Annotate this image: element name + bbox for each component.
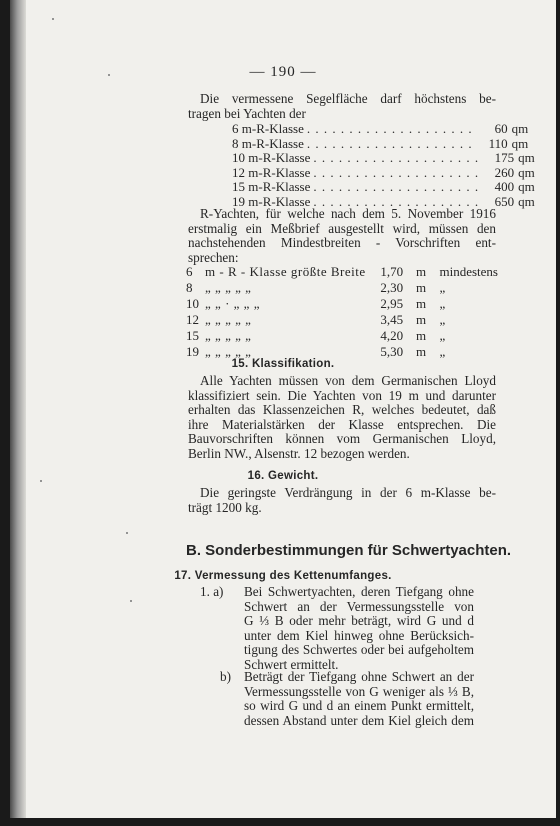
- text-line: G ⅓ B oder mehr beträgt, wird G und d: [244, 613, 474, 628]
- text-line: tragen bei Yachten der: [188, 105, 306, 121]
- sail-area-value: 110: [488, 135, 508, 151]
- sail-area-row: [232, 135, 529, 152]
- table-cell: „: [439, 280, 446, 295]
- class-name: 19 m-R-Klasse: [232, 193, 311, 209]
- text-line: nachstehenden Mindestbreiten - Vorschriften ent-: [188, 235, 496, 250]
- table-cell: „ „ · „ „ „: [205, 296, 260, 311]
- text-line: Vermessungsstelle von G weniger als ⅓ B,: [244, 683, 474, 699]
- text-line: Schwert an der Vermessungsstelle von: [244, 598, 474, 614]
- text-line: Berlin NW., Alsenstr. 12 bezogen werden.: [188, 445, 410, 461]
- list-item-body: [244, 585, 474, 672]
- table-cell: 5,30: [380, 344, 404, 359]
- table-cell: 6: [186, 264, 193, 279]
- table-row: [186, 280, 498, 296]
- section-15-heading: 15. Klassifikation.: [231, 358, 335, 370]
- table-cell: „ „ „ „ „: [205, 328, 252, 343]
- leader-dots: . . . . . . . . . . . . . . . . . . . .: [313, 150, 480, 166]
- class-name: 8 m-R-Klasse: [232, 135, 304, 151]
- table-cell: „ „ „ „ „: [205, 344, 252, 359]
- text-line: Die geringste Verdrängung in der 6 m-Klasse be-: [200, 485, 496, 500]
- table-cell: m - R - Klasse größte Breite: [205, 264, 366, 279]
- sail-area-value: 260: [494, 164, 515, 180]
- text-line: Schwert ermittelt.: [244, 656, 339, 672]
- sail-area-unit: qm: [511, 121, 529, 136]
- table-cell: [366, 296, 381, 312]
- text-line: Die vermessene Segelfläche darf höchstens be-: [200, 91, 496, 106]
- sail-area-row: [232, 150, 535, 166]
- page-spine-shadow: [10, 0, 26, 818]
- sail-area-value: 175: [494, 150, 515, 166]
- table-cell: m: [416, 280, 427, 295]
- sail-area-row: [232, 179, 535, 195]
- class-name: 6 m-R-Klasse: [232, 121, 304, 136]
- leader-dots: . . . . . . . . . . . . . . . . . . . .: [306, 135, 473, 151]
- table-row: [186, 328, 498, 344]
- table-cell: 8: [186, 280, 193, 295]
- text-line: trägt 1200 kg.: [188, 499, 262, 515]
- section-15-paragraph: [188, 374, 496, 461]
- text-line: so wird G und d an einem Punkt ermittelt,: [244, 698, 474, 713]
- table-cell: mindestens: [439, 264, 498, 279]
- table-cell: „ „ „ „ „: [205, 312, 252, 327]
- sail-area-unit: qm: [518, 179, 535, 195]
- sail-area-row: [232, 164, 535, 181]
- class-name: 15 m-R-Klasse: [232, 179, 311, 195]
- sail-area-value: 60: [494, 121, 508, 136]
- leader-dots: . . . . . . . . . . . . . . . . . . . .: [313, 193, 480, 209]
- table-cell: 2,95: [380, 296, 404, 311]
- text-line: unter dem Kiel hinweg ohne Berücksich-: [244, 627, 474, 643]
- paper-speck: [126, 532, 128, 534]
- table-row: [186, 312, 498, 328]
- leader-dots: . . . . . . . . . . . . . . . . . . . .: [313, 179, 480, 195]
- min-width-table: [186, 264, 498, 360]
- class-name: 10 m-R-Klasse: [232, 150, 311, 166]
- table-cell: m: [416, 264, 427, 279]
- sail-area-value: 650: [494, 193, 515, 209]
- table-cell: [366, 328, 381, 344]
- table-cell: 3,45: [380, 312, 404, 327]
- table-cell: m: [416, 296, 427, 311]
- paper-speck: [40, 480, 42, 482]
- table-row: [186, 264, 498, 280]
- table-cell: 12: [186, 312, 199, 327]
- table-row: [186, 296, 498, 312]
- list-marker: 1. a): [200, 584, 224, 599]
- section-16-heading: 16. Gewicht.: [247, 470, 319, 482]
- table-cell: [366, 280, 381, 296]
- text-line: Bei Schwertyachten, deren Tiefgang ohne: [244, 584, 474, 599]
- paper-speck: [130, 600, 132, 602]
- text-line: erhalten das Klassenzeichen R, welches bedeutet, daß: [188, 402, 496, 417]
- page-number: — 190 —: [249, 64, 317, 80]
- table-cell: m: [416, 312, 427, 327]
- text-line: R-Yachten, für welche nach dem 5. November 1916: [200, 206, 496, 221]
- table-cell: 4,20: [380, 328, 404, 343]
- sail-area-unit: qm: [518, 150, 535, 166]
- text-line: Beträgt der Tiefgang ohne Schwert an der: [244, 669, 474, 684]
- paper-speck: [52, 18, 54, 20]
- text-line: ihre Materialstärken der Klasse entsprechen. Die: [188, 416, 496, 432]
- text-line: dessen Abstand unter dem Kiel gleich dem: [244, 712, 474, 728]
- paper-speck: [108, 74, 110, 76]
- table-cell: „: [439, 296, 446, 311]
- table-cell: „ „ „ „ „: [205, 280, 252, 295]
- book-page: [10, 0, 556, 818]
- table-cell: „: [439, 328, 446, 343]
- table-cell: [366, 312, 381, 328]
- table-cell: m: [416, 344, 427, 359]
- table-cell: 10: [186, 296, 199, 311]
- class-name: 12 m-R-Klasse: [232, 164, 311, 180]
- table-cell: 15: [186, 328, 199, 343]
- text-line: klassifiziert sein. Die Yachten von 19 m und darunter: [188, 387, 496, 403]
- part-b-heading: B. Sonderbestimmungen für Schwertyachten.: [186, 542, 512, 559]
- sail-area-unit: qm: [518, 193, 535, 209]
- text-line: Bauvorschriften können vom Germanischen Lloyd,: [188, 431, 496, 446]
- list-marker: b): [220, 669, 231, 684]
- text-line: Alle Yachten müssen von dem Germanischen Lloyd: [200, 373, 496, 388]
- sail-area-unit: qm: [511, 135, 529, 151]
- leader-dots: . . . . . . . . . . . . . . . . . . . .: [313, 164, 480, 180]
- sail-area-list: [232, 121, 535, 210]
- table-cell: 19: [186, 344, 199, 359]
- leader-dots: . . . . . . . . . . . . . . . . . . . .: [306, 121, 473, 136]
- table-cell: 2,30: [380, 280, 404, 295]
- text-line: tigung des Schwertes oder bei aufgeholtem: [244, 642, 474, 657]
- table-cell: [366, 264, 381, 280]
- list-item-body: [244, 670, 474, 728]
- table-cell: „: [439, 312, 446, 327]
- section-17-heading: 17. Vermessung des Kettenumfanges.: [174, 570, 392, 582]
- text-line: sprechen:: [188, 249, 239, 265]
- r-yachten-paragraph: [188, 207, 496, 265]
- table-cell: „: [439, 344, 446, 359]
- table-cell: m: [416, 328, 427, 343]
- sail-area-row: [232, 121, 529, 137]
- intro-paragraph: [188, 92, 496, 121]
- sail-area-value: 400: [494, 179, 515, 195]
- sail-area-unit: qm: [518, 164, 535, 180]
- table-cell: 1,70: [380, 264, 404, 279]
- text-line: erstmalig ein Meßbrief ausgestellt wird, müssen den: [188, 220, 496, 236]
- section-16-paragraph: [188, 486, 496, 515]
